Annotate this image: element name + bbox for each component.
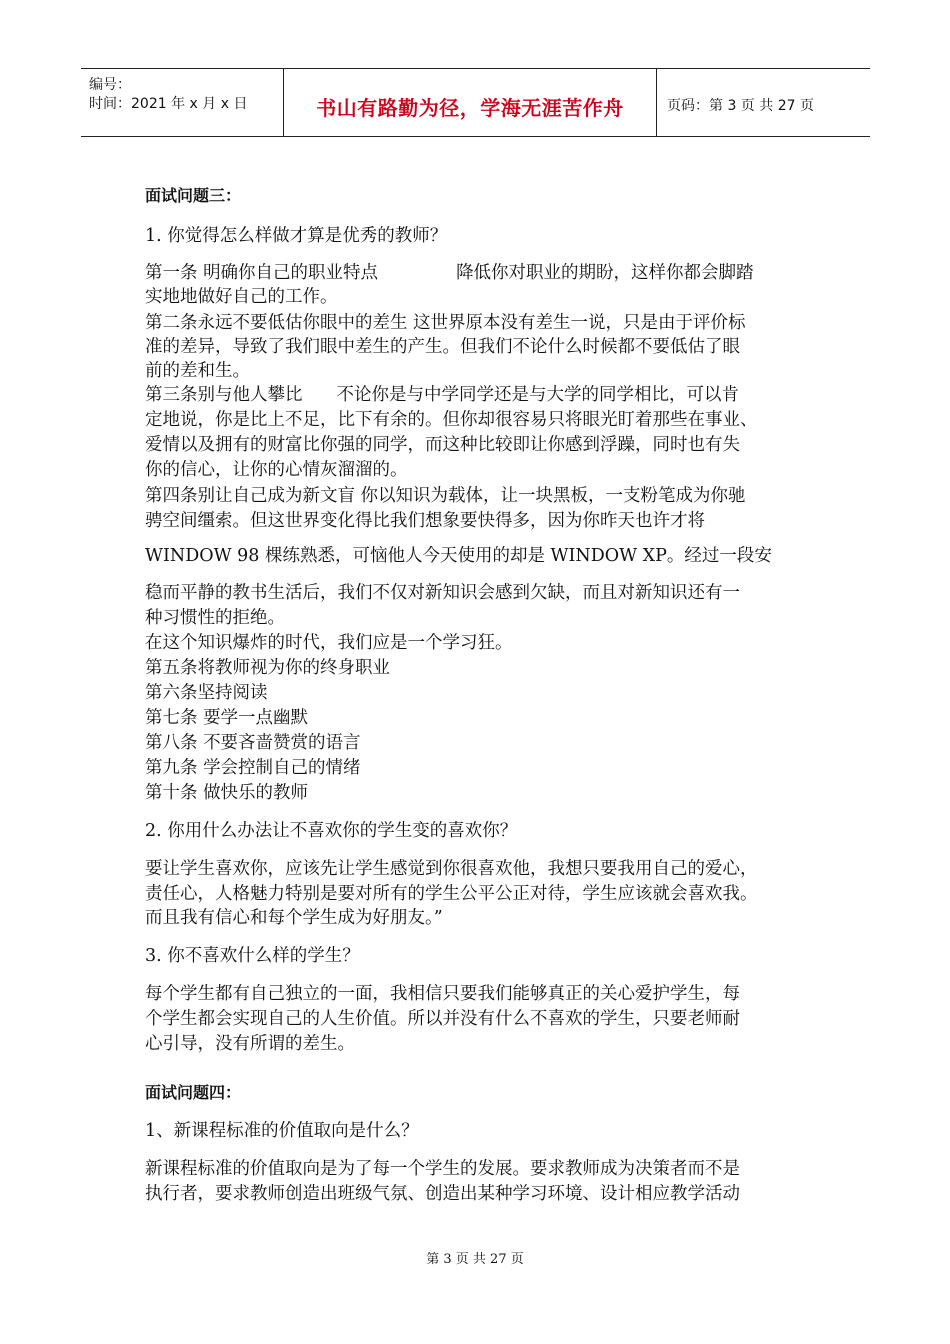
rule-text: 降低你对职业的期盼，这样你都会脚踏 [456,263,754,283]
header-meta-cell [81,69,284,136]
rule-item: 第九条 学会控制自己的情绪 [145,758,361,778]
answer-line: 种习惯性的拒绝。 [145,608,285,628]
rule-item: 第七条 要学一点幽默 [145,708,309,728]
answer-line: 爱情以及拥有的财富比你强的同学，而这种比较即让你感到浮躁，同时也有失 [145,435,740,455]
answer-line: 每个学生都有自己独立的一面，我相信只要我们能够真正的关心爱护学生，每 [145,984,740,1004]
rule-item: 第十条 做快乐的教师 [145,783,309,803]
answer-line: 实地地做好自己的工作。 [145,287,338,307]
answer-line: WINDOW 98 棵练熟悉，可恼他人今天使用的却是 WINDOW XP。经过一段安 [145,546,772,566]
answer-line: 执行者，要求教师创造出班级气氛、创造出某种学习环境、设计相应教学活动 [145,1184,740,1204]
answer-line: 第四条别让自己成为新文盲 你以知识为载体，让一块黑板，一支粉笔成为你驰 [145,486,746,506]
answer-line: 而且我有信心和每个学生成为好朋友。” [145,908,443,928]
rule-title: 第一条 明确你自己的职业特点 [145,263,379,283]
question: 2. 你用什么办法让不喜欢你的学生变的喜欢你？ [145,821,518,841]
document-date: 时间：2021 年 x 月 x 日 [89,96,248,112]
answer-line: 你的信心，让你的心情灰溜溜的。 [145,460,408,480]
answer-line: 新课程标准的价值取向是为了每一个学生的发展。要求教师成为决策者而不是 [145,1159,740,1179]
answer-line: 前的差和生。 [145,361,250,381]
rule-item: 第八条 不要吝啬赞赏的语言 [145,733,361,753]
rule-item: 第六条坚持阅读 [145,683,268,703]
document-number-label: 编号： [89,77,131,93]
header-page-cell [657,69,870,136]
answer-line: 在这个知识爆炸的时代，我们应是一个学习狂。 [145,633,513,653]
section-heading: 面试问题三： [145,186,242,205]
header-motto: 书山有路勤为径，学海无涯苦作舟 [316,96,624,120]
answer-line [145,384,739,406]
question: 1、新课程标准的价值取向是什么？ [145,1121,419,1141]
document-header [81,68,870,137]
header-motto-cell [284,69,657,136]
answer-line: 定地说，你是比上不足，比下有余的。但你却很容易只将眼光盯着那些在事业、 [145,410,758,430]
answer-line: 稳而平静的教书生活后，我们不仅对新知识会感到欠缺，而且对新知识还有一 [145,583,740,603]
rule-title: 第三条别与他人攀比 [145,385,303,405]
page-footer: 第 3 页 共 27 页 [426,1252,524,1267]
section-heading: 面试问题四： [145,1083,242,1102]
answer-line: 心引导，没有所谓的差生。 [145,1034,355,1054]
question: 3. 你不喜欢什么样的学生？ [145,946,360,966]
answer-line: 骋空间缰索。但这世界变化得比我们想象要快得多，因为你昨天也许才将 [145,511,705,531]
question: 1. 你觉得怎么样做才算是优秀的教师？ [145,226,448,246]
answer-line: 准的差异，导致了我们眼中差生的产生。但我们不论什么时候都不要低估了眼 [145,337,740,357]
header-page-info: 页码：第 3 页 共 27 页 [667,98,814,114]
answer-line: 责任心，人格魅力特别是要对所有的学生公平公正对待，学生应该就会喜欢我。 [145,884,758,904]
rule-item: 第五条将教师视为你的终身职业 [145,658,390,678]
answer-line [145,262,754,284]
answer-line: 个学生都会实现自己的人生价值。所以并没有什么不喜欢的学生，只要老师耐 [145,1009,740,1029]
answer-line: 第二条永远不要低估你眼中的差生 这世界原本没有差生一说，只是由于评价标 [145,313,746,333]
rule-text: 不论你是与中学同学还是与大学的同学相比，可以肯 [336,385,739,405]
answer-line: 要让学生喜欢你，应该先让学生感觉到你很喜欢他，我想只要我用自己的爱心， [145,859,758,879]
